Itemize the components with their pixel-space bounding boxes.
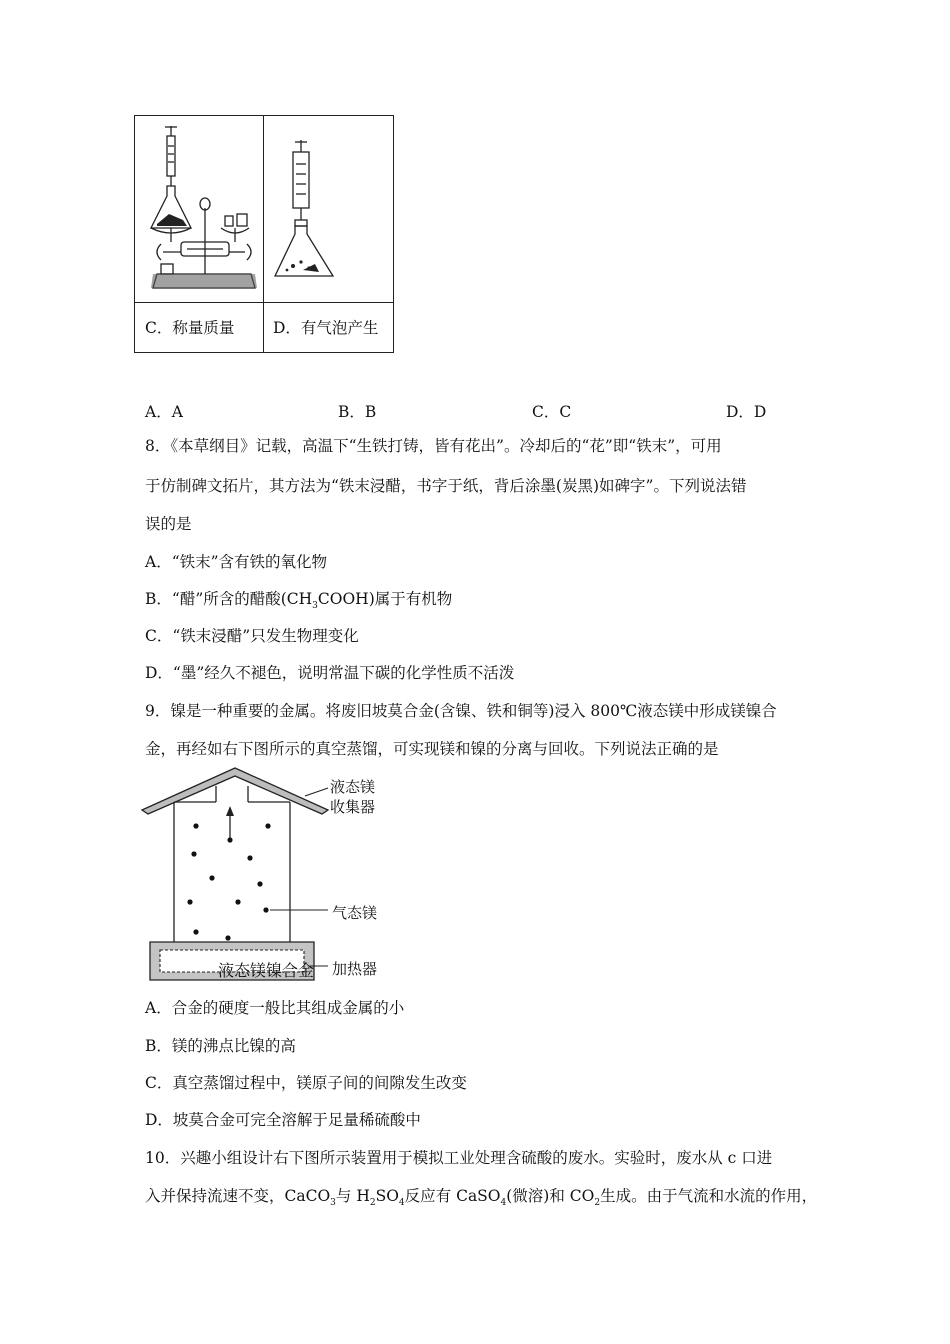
q8-option-a: A．“铁末”含有铁的氧化物 <box>145 553 328 571</box>
balance-apparatus-illustration <box>143 124 258 296</box>
figure-caption-c: C．称量质量 <box>145 319 235 337</box>
q7-option-b: B．B <box>338 403 377 421</box>
q8-stem-line1: 8．《本草纲目》记载，高温下“生铁打铸，皆有花出”。冷却后的“花”即“铁末”，可用 <box>145 437 722 455</box>
q9-option-c: C．真空蒸馏过程中，镁原子间的间隙发生改变 <box>145 1074 467 1092</box>
q8-stem-line2: 于仿制碑文拓片，其方法为“铁末浸醋，书字于纸，背后涂墨(炭黑)如碑字”。下列说法错 <box>145 477 747 495</box>
gas-magnesium-label: 气态镁 <box>332 904 378 922</box>
alloy-label: 液态镁镍合金 <box>218 961 315 980</box>
heater-label: 加热器 <box>332 960 378 978</box>
q8-option-d: D．“墨”经久不褪色，说明常温下碳的化学性质不活泼 <box>145 664 515 682</box>
q9-stem-line2: 金，再经如右下图所示的真空蒸馏，可实现镁和镍的分离与回收。下列说法正确的是 <box>145 740 719 758</box>
collector-label-line2: 收集器 <box>330 798 376 816</box>
q9-stem-line1: 9．镍是一种重要的金属。将废旧坡莫合金(含镍、铁和铜等)浸入 800℃液态镁中形成镁镍合 <box>145 702 777 720</box>
table-horizontal-divider <box>135 302 393 303</box>
q8-stem-line3: 误的是 <box>145 515 192 533</box>
vacuum-distillation-diagram <box>140 766 340 988</box>
q8-option-c: C．“铁末浸醋”只发生物理变化 <box>145 627 359 645</box>
collector-label-line1: 液态镁 <box>330 778 376 796</box>
q8-option-b: B．“醋”所含的醋酸$(CH_3COOH)$属于有机物 <box>145 590 453 612</box>
q7-option-a: A．A <box>145 403 183 421</box>
q7-option-d: D．D <box>726 403 767 421</box>
q9-option-b: B．镁的沸点比镍的高 <box>145 1037 296 1055</box>
q10-stem-line2: 入并保持流速不变，CaCO$_3$与 $H_2SO_4$反应有 CaSO$_4$(微溶)和 $CO_2$生成。由于气流和水流的作用， <box>145 1187 818 1209</box>
q9-option-a: A．合金的硬度一般比其组成金属的小 <box>145 999 405 1017</box>
q9-option-d: D．坡莫合金可完全溶解于足量稀硫酸中 <box>145 1111 421 1129</box>
figure-caption-d: D．有气泡产生 <box>273 319 379 337</box>
flask-syringe-illustration <box>273 138 345 286</box>
q10-stem-line1: 10．兴趣小组设计右下图所示装置用于模拟工业处理含硫酸的废水。实验时，废水从 c 口进 <box>145 1149 773 1167</box>
figure-table <box>134 115 394 353</box>
table-vertical-divider <box>263 116 264 352</box>
q7-option-c: C．C <box>532 403 572 421</box>
